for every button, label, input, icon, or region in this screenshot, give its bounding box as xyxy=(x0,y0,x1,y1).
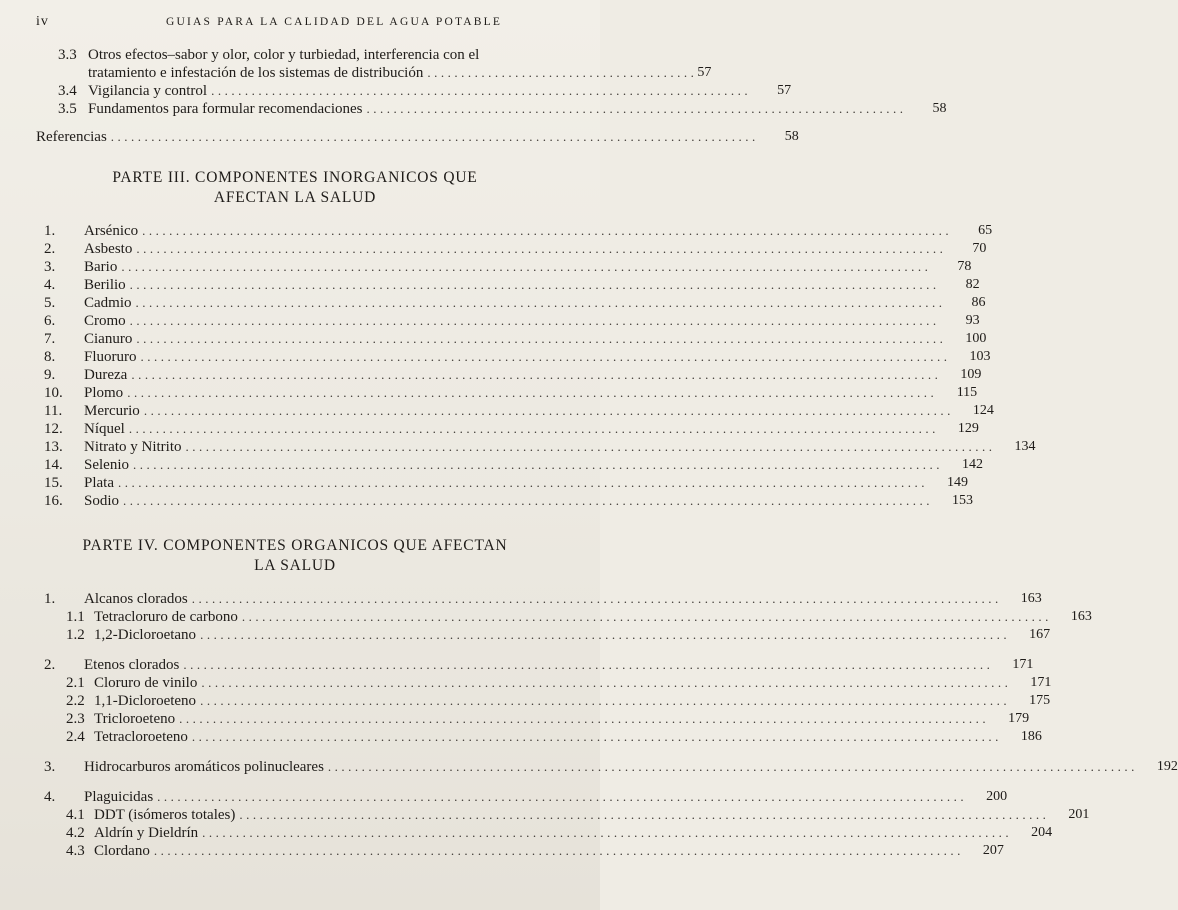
toc-page-number: 175 xyxy=(1029,693,1051,708)
toc-entry-number: 1. xyxy=(44,591,56,607)
toc-page-number: 179 xyxy=(1008,711,1030,726)
toc-entry-3-3 xyxy=(58,46,712,82)
toc-entry-number: 15. xyxy=(44,475,63,491)
toc-entry-number: 8. xyxy=(44,349,56,365)
toc-entry-number: 2. xyxy=(44,241,56,257)
toc-entry-label: Berilio xyxy=(84,277,126,293)
toc-entry-label: Cromo xyxy=(84,313,126,329)
toc-entry-number: 2. xyxy=(44,657,56,673)
toc-entry-number: 13. xyxy=(44,439,63,455)
leader-dots: ........................................................................................................................ xyxy=(133,457,943,472)
leader-dots: ........................................................................................................................ xyxy=(142,223,953,238)
leader-dots: ........................................................................................................................ xyxy=(136,241,947,256)
toc-entry xyxy=(44,276,980,294)
toc-page-number: 200 xyxy=(986,789,1008,804)
toc-entry-label: Tricloroeteno xyxy=(94,711,176,727)
toc-entry-label: DDT (isómeros totales) xyxy=(94,807,236,823)
toc-entry-label: Bario xyxy=(84,259,118,275)
toc-entry-label: Selenio xyxy=(84,457,129,473)
leader-dots: ........................................................................................................................ xyxy=(127,385,938,400)
toc-entry-referencias xyxy=(36,128,799,146)
toc-entry-number: 4.2 xyxy=(66,825,85,841)
leader-dots: ........................................................................................................................ xyxy=(239,807,1050,822)
toc-page-number: 142 xyxy=(962,457,983,472)
toc-entry xyxy=(44,492,974,510)
toc-subentry xyxy=(44,806,1090,824)
leader-dots: ........................................................................................................................ xyxy=(200,693,1011,708)
leader-dots: ........................................................................................................................ xyxy=(136,331,947,346)
toc-entry-label: Cadmio xyxy=(84,295,132,311)
toc-entry-number: 9. xyxy=(44,367,56,383)
toc-entry-number: 3.4 xyxy=(58,83,77,99)
toc-page-number: 57 xyxy=(697,65,712,80)
toc-entry-label: Tetracloruro de carbono xyxy=(94,609,238,625)
toc-subentry xyxy=(44,842,1004,860)
toc-page-number: 204 xyxy=(1031,825,1053,840)
toc-page-number: 163 xyxy=(1070,609,1092,624)
toc-entry-label: Aldrín y Dieldrín xyxy=(94,825,199,841)
toc-page-number: 78 xyxy=(957,259,972,274)
toc-entry-number: 11. xyxy=(44,403,63,419)
toc-entry-label: Alcanos clorados xyxy=(84,591,188,607)
toc-entry xyxy=(44,438,1036,456)
toc-entry-label: Dureza xyxy=(84,367,128,383)
toc-entry-label: Sodio xyxy=(84,493,120,509)
leader-dots: ........................................ xyxy=(427,65,698,80)
running-title: GUIAS PARA LA CALIDAD DEL AGUA POTABLE xyxy=(166,16,503,28)
toc-entry-label: Tetracloroeteno xyxy=(94,729,188,745)
toc-entry-label: Vigilancia y control xyxy=(88,83,208,99)
toc-entry-3-4 xyxy=(58,82,792,100)
toc-entry-number: 4. xyxy=(44,789,56,805)
toc-entry xyxy=(44,330,987,348)
toc-entry xyxy=(44,348,991,366)
toc-entry-number: 2.4 xyxy=(66,729,85,745)
toc-entry-number: 1.2 xyxy=(66,627,85,643)
toc-page-number: 70 xyxy=(972,241,987,256)
toc-entry-number: 3. xyxy=(44,259,56,275)
toc-entry xyxy=(44,366,982,384)
parte-iv-list xyxy=(36,590,1178,860)
group-spacer xyxy=(36,746,544,758)
leader-dots: ........................................................................................................................ xyxy=(129,277,940,292)
toc-page-number: 103 xyxy=(969,349,991,364)
toc-page-number: 82 xyxy=(965,277,980,292)
toc-entry-number: 14. xyxy=(44,457,63,473)
leader-dots: ........................................................................................................................ xyxy=(200,627,1011,642)
parte-iv-title-line2: LA SALUD xyxy=(254,557,336,574)
leader-dots: ........................................................................................................................ xyxy=(191,591,1002,606)
leader-dots: ........................................................................................................................ xyxy=(179,711,990,726)
toc-subentry xyxy=(44,710,1030,728)
toc-subentry xyxy=(44,728,1042,746)
toc-entry-label: Arsénico xyxy=(84,223,139,239)
toc-entry-number: 1.1 xyxy=(66,609,85,625)
toc-entry-label: Plata xyxy=(84,475,114,491)
page-header xyxy=(36,14,560,34)
toc-entry xyxy=(44,474,968,492)
toc-entry xyxy=(44,312,980,330)
toc-entry-label: Referencias xyxy=(36,129,107,145)
toc-page-number: 86 xyxy=(971,295,986,310)
leader-dots: ........................................................................................................................ xyxy=(135,295,946,310)
toc-page-number: 124 xyxy=(972,403,994,418)
toc-entry-number: 4.1 xyxy=(66,807,85,823)
toc-entry xyxy=(44,456,983,474)
toc-entry xyxy=(44,420,979,438)
leader-dots: ........................................................................................................................ xyxy=(327,759,1138,774)
toc-page-number: 134 xyxy=(1014,439,1036,454)
toc-entry-number: 3.3 xyxy=(58,47,77,63)
group-spacer xyxy=(36,644,544,656)
leader-dots: ........................................................................................................................ xyxy=(202,825,1013,840)
toc-entry-number: 2.2 xyxy=(66,693,85,709)
toc-subentry xyxy=(44,626,1051,644)
group-spacer xyxy=(36,776,544,788)
toc-page-number: 171 xyxy=(1012,657,1034,672)
leader-dots: ........................................................................................................................ xyxy=(185,439,996,454)
toc-subentry xyxy=(44,674,1052,692)
toc-entry-label: Plaguicidas xyxy=(84,789,154,805)
toc-entry xyxy=(44,294,986,312)
leader-dots: ........................................................................................................................ xyxy=(157,789,968,804)
toc-entry-number: 12. xyxy=(44,421,63,437)
parte-iii-list xyxy=(36,222,1036,510)
toc-entry-label: Cloruro de vinilo xyxy=(94,675,198,691)
parte-iv-title xyxy=(66,536,524,576)
toc-page-number: 129 xyxy=(957,421,979,436)
table-of-contents xyxy=(36,46,1178,860)
toc-subentry xyxy=(44,608,1092,626)
toc-page-number: 207 xyxy=(982,843,1004,858)
toc-entry xyxy=(44,590,1042,608)
toc-entry-number: 16. xyxy=(44,493,63,509)
toc-entry-number: 6. xyxy=(44,313,56,329)
parte-iii-title-line2: AFECTAN LA SALUD xyxy=(213,189,377,206)
parte-iii-title-line1: PARTE III. COMPONENTES INORGANICOS QUE xyxy=(112,169,478,186)
toc-entry-label: Cianuro xyxy=(84,331,133,347)
leader-dots: ........................................................................................................................ xyxy=(131,367,942,382)
toc-page-number: 192 xyxy=(1156,759,1178,774)
toc-entry-label: Fundamentos para formular recomendaciones xyxy=(88,101,363,117)
toc-page-number: 57 xyxy=(777,83,792,98)
toc-page-number: 153 xyxy=(952,493,974,508)
toc-entry xyxy=(44,788,1008,806)
toc-entry-number: 1. xyxy=(44,223,56,239)
toc-entry xyxy=(44,758,1178,776)
toc-entry-label-continued: tratamiento e infestación de los sistemas de distribución xyxy=(88,65,424,81)
leader-dots: ........................................................................................................................ xyxy=(140,349,951,364)
parte-iii-title xyxy=(66,168,524,208)
leader-dots: ........................................................................................................................ xyxy=(183,657,994,672)
toc-page-number: 201 xyxy=(1068,807,1090,822)
toc-entry-number: 10. xyxy=(44,385,63,401)
toc-entry xyxy=(44,258,972,276)
toc-subentry xyxy=(44,692,1051,710)
toc-entry xyxy=(44,240,987,258)
toc-entry-label: Etenos clorados xyxy=(84,657,180,673)
toc-page-number: 100 xyxy=(965,331,987,346)
toc-page-number: 149 xyxy=(947,475,968,490)
toc-entry xyxy=(44,656,1034,674)
leader-dots: ........................................................................................................................ xyxy=(201,675,1012,690)
toc-entry-3-5 xyxy=(58,100,947,118)
toc-entry-label: Asbesto xyxy=(84,241,133,257)
toc-entry-label: Clordano xyxy=(94,843,150,859)
toc-subentry xyxy=(44,824,1053,842)
leader-dots: ................................................................................ xyxy=(366,101,907,116)
toc-entry-label: Níquel xyxy=(84,421,125,437)
toc-entry-number: 5. xyxy=(44,295,56,311)
toc-entry-label: 1,1-Dicloroeteno xyxy=(94,693,197,709)
leader-dots: ........................................................................................................................ xyxy=(129,313,940,328)
toc-entry-label: Nitrato y Nitrito xyxy=(84,439,182,455)
toc-entry-number: 2.1 xyxy=(66,675,85,691)
toc-entry-label: 1,2-Dicloroetano xyxy=(94,627,197,643)
toc-entry-label: Mercurio xyxy=(84,403,140,419)
toc-entry-label: Otros efectos–sabor y olor, color y turbiedad, interferencia con el xyxy=(88,47,480,63)
toc-entry-label: Plomo xyxy=(84,385,124,401)
toc-page-number: 93 xyxy=(965,313,980,328)
toc-page-number: 167 xyxy=(1029,627,1051,642)
toc-page-number: 171 xyxy=(1030,675,1052,690)
toc-page-number: 58 xyxy=(932,101,947,116)
toc-entry-number: 3. xyxy=(44,759,56,775)
toc-entry-number: 3.5 xyxy=(58,101,77,117)
leader-dots: ........................................................................................................................ xyxy=(118,475,928,490)
leader-dots: ........................................................................................................................ xyxy=(128,421,939,436)
leader-dots: ........................................................................................................................ xyxy=(123,493,934,508)
toc-entry-number: 4.3 xyxy=(66,843,85,859)
toc-page-number: 58 xyxy=(784,129,799,144)
toc-entry xyxy=(44,384,978,402)
toc-page-number: 186 xyxy=(1020,729,1042,744)
toc-page-number: 65 xyxy=(978,223,993,238)
leader-dots: ................................................................................ xyxy=(211,83,752,98)
toc-entry-number: 4. xyxy=(44,277,56,293)
leader-dots: ........................................................................................................................ xyxy=(191,729,1002,744)
toc-entry-number: 7. xyxy=(44,331,56,347)
toc-entry xyxy=(44,402,994,420)
toc-page-number: 163 xyxy=(1020,591,1042,606)
toc-page-number: 115 xyxy=(956,385,978,400)
leader-dots: ........................................................................................................................ xyxy=(153,843,964,858)
toc-page-number: 109 xyxy=(960,367,982,382)
leader-dots: ........................................................................................................................ xyxy=(121,259,932,274)
toc-entry-label: Fluoruro xyxy=(84,349,137,365)
leader-dots: ........................................................................................................................ xyxy=(241,609,1052,624)
toc-entry-label: Hidrocarburos aromáticos polinucleares xyxy=(84,759,324,775)
page-folio: iv xyxy=(36,14,49,29)
toc-entry-number: 2.3 xyxy=(66,711,85,727)
toc-entry xyxy=(44,222,993,240)
leader-dots: ................................................................................................ xyxy=(110,129,759,144)
parte-iv-title-line1: PARTE IV. COMPONENTES ORGANICOS QUE AFECTAN xyxy=(82,537,508,554)
leader-dots: ........................................................................................................................ xyxy=(143,403,954,418)
